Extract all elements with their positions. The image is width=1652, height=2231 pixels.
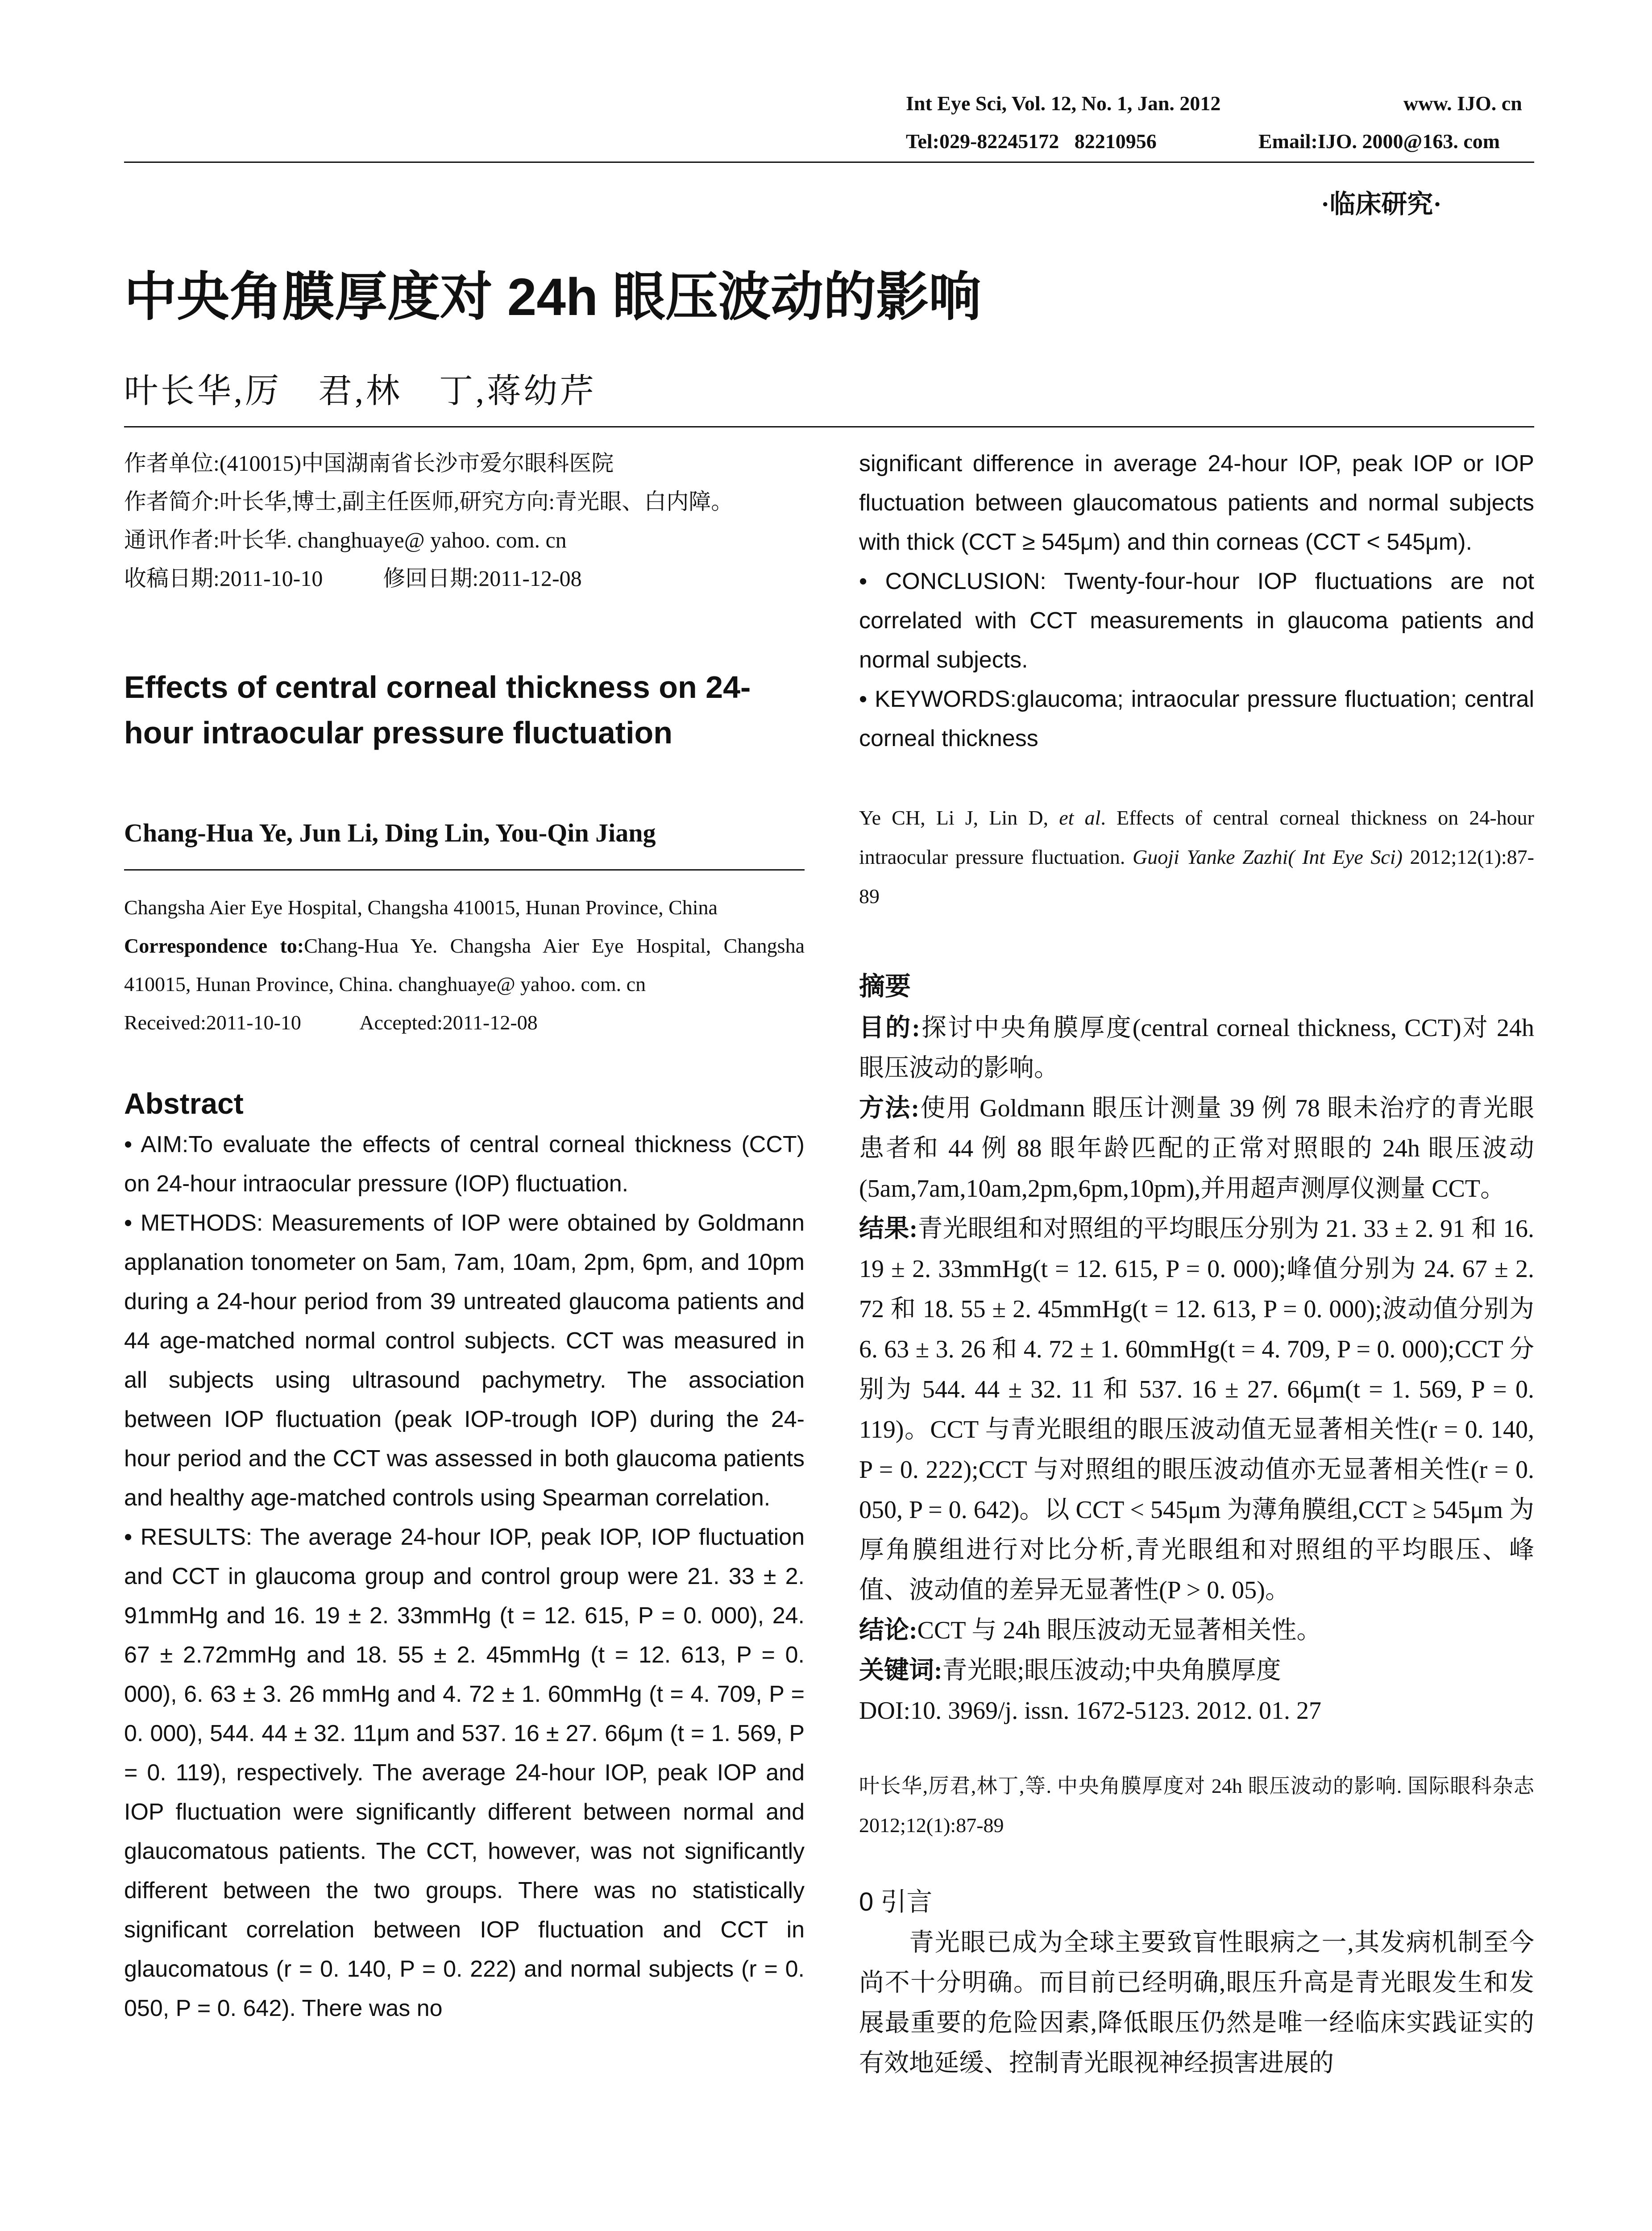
keywords-cn-text: 青光眼;眼压波动;中央角膜厚度 <box>942 1657 1281 1684</box>
page-title: 中央角膜厚度对 24h 眼压波动的影响 <box>124 268 981 327</box>
citation-en-volume: 2012;12(1):87-89 <box>859 846 1535 908</box>
abstract-keywords <box>859 680 1534 758</box>
abstract-cn-heading: 摘要 <box>859 972 911 1001</box>
citation-en-authors: Ye CH, Li J, Lin D, <box>859 806 1059 829</box>
abstract-cn <box>859 1008 1534 1731</box>
revised-date-cn: 修回日期:2011-12-08 <box>383 566 582 591</box>
methods-text: Measurements of IOP were obtained by Goldmann applanation tonometer on 5am, 7am, 10am, 2pm, 6pm, and 10pm during a 24-hour period from 39 untreated glaucoma patients and 44 age-matched normal control subjects. CCT was measured in all subjects using ultrasound pachymetry. The association between IOP fluctuation (peak IOP-trough IOP) during the 24-hour period and the CCT was assessed in both glaucoma patients and healthy age-matched controls using Spearman correlation. <box>124 1210 805 1511</box>
abstract-results <box>124 1518 805 2028</box>
accepted-en: Accepted:2011-12-08 <box>359 1011 538 1034</box>
results-label: • RESULTS: <box>124 1524 253 1550</box>
journal-email: Email:IJO. 2000@163. com <box>1258 130 1500 153</box>
methods-label: • METHODS: <box>124 1210 263 1236</box>
results-cn-label: 结果: <box>859 1215 918 1243</box>
abstract-heading: Abstract <box>124 1087 244 1120</box>
journal-url: www. IJO. cn <box>1403 92 1522 115</box>
abstract-cn-keywords <box>859 1650 1534 1691</box>
right-column <box>859 444 1534 2083</box>
received-date-cn: 收稿日期:2011-10-10 <box>124 566 323 591</box>
received-en: Received:2011-10-10 <box>124 1011 301 1034</box>
results-text: The average 24-hour IOP, peak IOP, IOP fluctuation and CCT in glaucoma group and control group were 21. 33 ± 2. 91mmHg and 16. 19 ± 2. 33mmHg (t = 12. 615, P = 0. 000), 24. 67 ± 2.72mmHg and 18. 55 ± 2. 45mmHg (t = 12. 613, P = 0. 000), 6. 63 ± 3. 26 mmHg and 4. 72 ± 1. 60mmHg (t = 4. 709, P = 0. 000), 544. 44 ± 32. 11μm and 537. 16 ± 27. 66μm (t = 1. 569, P = 0. 119), respectively. The average 24-hour IOP, peak IOP and IOP fluctuation were significantly different between normal and glaucomatous patients. The CCT, however, was not significantly different between the two groups. There was no statistically significant correlation between IOP fluctuation and CCT in glaucomatous (r = 0. 140, P = 0. 222) and normal subjects (r = 0. 050, P = 0. 642). There was no <box>124 1524 805 2021</box>
abstract-cn-results <box>859 1209 1534 1610</box>
aim-label: • AIM: <box>124 1132 189 1157</box>
abstract-methods <box>124 1203 805 1518</box>
conclusion-cn-text: CCT 与 24h 眼压波动无显著相关性。 <box>917 1617 1322 1644</box>
aim-cn-text: 探讨中央角膜厚度(central corneal thickness, CCT)对 24h 眼压波动的影响。 <box>859 1014 1534 1082</box>
methods-cn-label: 方法: <box>859 1095 920 1122</box>
keywords-label: • KEYWORDS: <box>859 686 1017 712</box>
correspondence-text: Chang-Hua Ye. Changsha Aier Eye Hospital, Changsha 410015, Hunan Province, China. changhuaye@ yahoo. com. cn <box>124 934 805 995</box>
abstract-en-left <box>124 1125 805 2028</box>
abstract-cn-aim <box>859 1008 1534 1088</box>
results-cn-text: 青光眼组和对照组的平均眼压分别为 21. 33 ± 2. 91 和 16. 19 ± 2. 33mmHg(t = 12. 615, P = 0. 000);峰值分别为 24. 67 ± 2. 72 和 18. 55 ± 2. 45mmHg(t = 12. 613, P = 0. 000);波动值分别为 6. 63 ± 3. 26 和 4. 72 ± 1. 60mmHg(t = 4. 709, P = 0. 000);CCT 分别为 544. 44 ± 32. 11 和 537. 16 ± 27. 66μm(t = 1. 569, P = 0. 119)。CCT 与青光眼组的眼压波动值无显著相关性(r = 0. 140, P = 0. 222);CCT 与对照组的眼压波动值亦无显著相关性(r = 0. 050, P = 0. 642)。以 CCT < 545μm 为薄角膜组,CCT ≥ 545μm 为厚角膜组进行对比分析,青光眼组和对照组的平均眼压、峰值、波动值的差异无显著性(P > 0. 05)。 <box>859 1215 1534 1604</box>
affiliation-en: Changsha Aier Eye Hospital, Changsha 410015, Hunan Province, China <box>124 896 718 919</box>
authors-en: Chang-Hua Ye, Jun Li, Ding Lin, You-Qin Jiang <box>124 818 656 847</box>
journal-tel: Tel:029-82245172 82210956 <box>906 130 1157 153</box>
dates-cn <box>124 559 805 597</box>
author-bio: 作者简介:叶长华,博士,副主任医师,研究方向:青光眼、白内障。 <box>124 489 734 514</box>
section-label: ·临床研究· <box>1321 190 1442 219</box>
citation-en-etal: et al <box>1059 806 1101 829</box>
author-unit: 作者单位:(410015)中国湖南省长沙市爱尔眼科医院 <box>124 451 614 476</box>
doi: DOI:10. 3969/j. issn. 1672-5123. 2012. 01. 27 <box>859 1697 1321 1725</box>
authors-cn: 叶长华,厉 君,林 丁,蒋幼芹 <box>124 373 597 410</box>
aim-cn-label: 目的: <box>859 1014 920 1042</box>
keywords-cn-label: 关键词: <box>859 1657 942 1684</box>
intro-text: 青光眼已成为全球主要致盲性眼病之一,其发病机制至今尚不十分明确。而目前已经明确,眼压升高是青光眼发生和发展最重要的危险因素,降低眼压仍然是唯一经临床实践证实的有效地延缓、控制青光眼视神经损害进展的 <box>859 1929 1534 2077</box>
citation-cn: 叶长华,厉君,林丁,等. 中央角膜厚度对 24h 眼压波动的影响. 国际眼科杂志 2012;12(1):87-89 <box>859 1775 1534 1837</box>
corresponding-author: 通讯作者:叶长华. changhuaye@ yahoo. com. cn <box>124 527 567 552</box>
citation-en <box>859 798 1534 916</box>
title-rule <box>124 426 1534 427</box>
header-rule <box>124 162 1534 163</box>
conclusion-label: • CONCLUSION: <box>859 568 1046 594</box>
left-column <box>124 444 805 2028</box>
abstract-cn-methods <box>859 1088 1534 1209</box>
title-en: Effects of central corneal thickness on 24-hour intraocular pressure fluctuation <box>124 670 751 750</box>
keywords-text: glaucoma; intraocular pressure fluctuation; central corneal thickness <box>859 686 1535 751</box>
intro-heading: 0 引言 <box>859 1887 933 1916</box>
methods-cn-text: 使用 Goldmann 眼压计测量 39 例 78 眼未治疗的青光眼患者和 44 例 88 眼年龄匹配的正常对照眼的 24h 眼压波动(5am,7am,10am,2pm,6pm,10pm),并用超声测厚仪测量 CCT。 <box>859 1095 1534 1203</box>
abstract-conclusion <box>859 562 1534 680</box>
correspondence-en <box>124 927 805 1004</box>
citation-en-title: . Effects of central corneal thickness on 24-hour intraocular pressure fluctuation. <box>859 806 1534 868</box>
dates-en <box>124 1004 805 1042</box>
authors-rule <box>124 869 805 871</box>
citation-en-journal: Guoji Yanke Zazhi( Int Eye Sci) <box>1132 846 1403 868</box>
abstract-aim <box>124 1125 805 1203</box>
abstract-continuation: significant difference in average 24-hour IOP, peak IOP or IOP fluctuation between glaucomatous patients and normal subjects with thick (CCT ≥ 545μm) and thin corneas (CCT < 545μm). <box>859 451 1534 555</box>
journal-header: Int Eye Sci, Vol. 12, No. 1, Jan. 2012 <box>906 92 1221 115</box>
aim-text: To evaluate the effects of central corneal thickness (CCT) on 24-hour intraocular pressure (IOP) fluctuation. <box>124 1132 805 1197</box>
conclusion-cn-label: 结论: <box>859 1617 917 1644</box>
conclusion-text: Twenty-four-hour IOP fluctuations are not correlated with CCT measurements in glaucoma patients and normal subjects. <box>859 568 1534 673</box>
abstract-cn-conclusion <box>859 1610 1534 1650</box>
correspondence-label: Correspondence to: <box>124 934 304 957</box>
abstract-en-right <box>859 444 1534 758</box>
